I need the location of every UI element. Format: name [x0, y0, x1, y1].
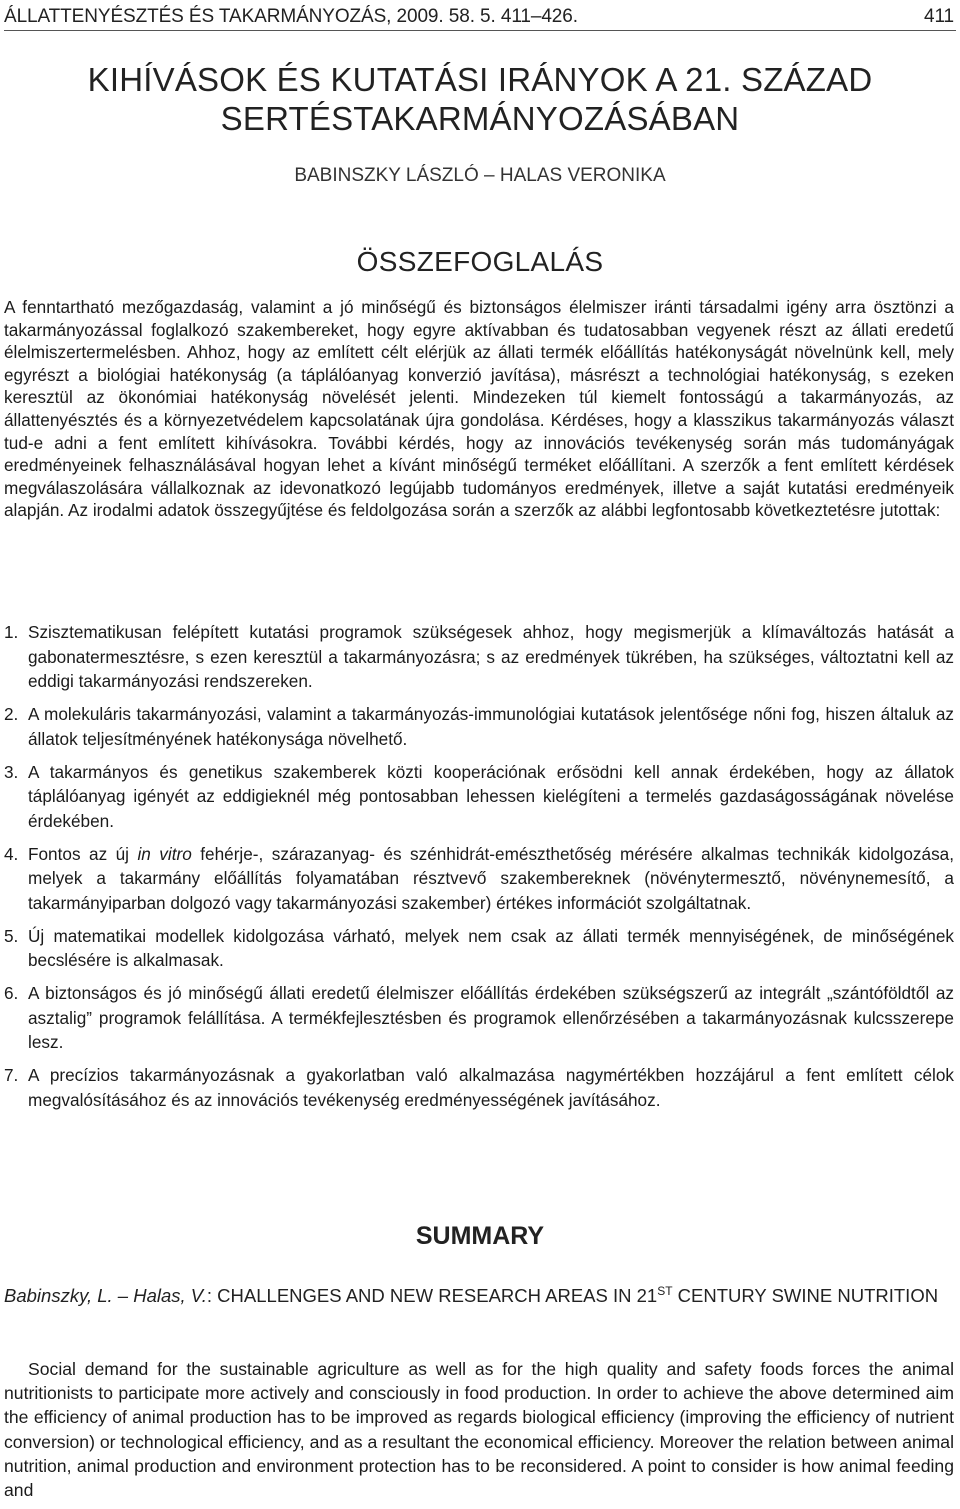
journal-citation: ÁLLATTENYÉSZTÉS ÉS TAKARMÁNYOZÁS, 2009. 58. 5. 411–426.: [4, 6, 578, 27]
list-item-number: 4.: [4, 843, 19, 864]
list-item-number: 6.: [4, 983, 19, 1003]
list-item-text-before: Fontos az új: [28, 843, 138, 864]
summary-title-sup: ST: [657, 1284, 673, 1298]
list-item-text: A biztonságos és jó minőségű állati eredetű élelmiszer előállítás érdekében szükségszerű az integrált „szántóföldtől az asztalig” programok felállítása. A termékfejlesztésben és programok ellenőrzésében a takarmányozásnak kulcsszerepe lesz.: [28, 983, 954, 1052]
running-header: [4, 6, 956, 31]
summary-heading: SUMMARY: [415, 1222, 545, 1250]
title-line-2: SERTÉSTAKARMÁNYOZÁSÁBAN: [220, 100, 740, 137]
summary-authors: Babinszky, L. – Halas, V.: [4, 1285, 207, 1306]
article-title: [0, 60, 960, 138]
page-number: 411: [924, 6, 954, 27]
list-item-text: A takarmányos és genetikus szakemberek közti kooperációnak erősödni kell annak érdekében, hogy az állatok táplálóanyag igényét az eddigieknél még pontosabban lehessen kielégíteni a termelés gazdaságosságának növelése érdekében.: [28, 761, 954, 831]
summary-paragraph: [4, 1357, 954, 1502]
list-item-number: 7.: [4, 1065, 19, 1085]
list-item-text: A precízios takarmányozásnak a gyakorlatban való alkalmazása nagymértékben hozzájárul a fent említett célok megvalósításához és az innovációs tevékenység eredményességének javításához.: [28, 1065, 954, 1110]
list-item-text: Szisztematikusan felépített kutatási programok szükségesek ahhoz, hogy megismerjük a klímaváltozás hatását a gabonatermesztésre, s ezen keresztül a takarmányozásra; s az eredmények tükrében, ha szükséges, változtatni kell az eddigi takarmányozási rendszereken.: [28, 622, 954, 691]
list-item: [4, 842, 954, 916]
list-item-text-after: fehérje-, szárazanyag- és szénhidrát-emészthetőség mérésére alkalmas technikák kidolgozása, melyek a takarmány előállítás folyamatában résztvevő szakembereknek (növénytermesztő, növénynemesítő, a takarmányiparban dolgozó vagy takarmányozási szakember) értékes információt szolgáltatnak.: [28, 843, 954, 913]
list-item: [4, 760, 954, 834]
authors: BABINSZKY LÁSZLÓ – HALAS VERONIKA: [294, 165, 666, 186]
list-item-text: A molekuláris takarmányozási, valamint a takarmányozás-immunológiai kutatások jelentősége nőni fog, hiszen általuk az állatok teljesítményének hatékonysága növelhető.: [28, 704, 954, 749]
list-item-text: Új matematikai modellek kidolgozása várható, melyek nem csak az állati termék mennyiségének, de minőségének becslésére is alkalmasak.: [28, 925, 954, 970]
conclusions-list: [4, 620, 954, 1121]
abstract-hu-text: [4, 296, 954, 522]
list-item: [4, 924, 954, 973]
list-item-number: 5.: [4, 925, 19, 946]
list-item: [4, 620, 954, 694]
summary-reference: [4, 1278, 954, 1309]
abstract-hu-paragraph: A fenntartható mezőgazdaság, valamint a jó minőségű és biztonságos élelmiszer iránti társadalmi igény arra ösztönzi a takarmányozással foglalkozó szakembereket, hogy egyre aktívabban és tudatosabban vegyenek részt az állati eredetű élelmiszertermelésben. Ahhoz, hogy az említett célt elérjük az állati termék előállítás hatékonyságát növelnünk kell, mely egyrészt a biológiai hatékonyság (a táplálóanyag konverzió javítása), másrészt a technológiai hatékonyság, s ezeken keresztül az ökonómiai hatékonyság növelését jelenti. Mindezeken túl kiemelt fontosságú a takarmányozás, az állattenyésztés és a környezetvédelem kapcsolatának újra gondolása. Kérdéses, hogy a klasszikus takarmányozás választ tud-e adni a fent említett kihívásokra. További kérdés, hogy az innovációs tevékenység során más tudományágak eredményeinek felhasználásával hogyan lehet a kívánt minőségű terméket előállítani. A szerzők a fent említett kérdések megválaszolására vállalkoznak az idevonatkozó legújabb tudományos eredmények, illetve a saját kutatási eredményeik alapján. Az irodalmi adatok összegyűjtése és feldolgozása során a szerzők az alábbi legfontosabb következtetésre jutottak:: [4, 297, 954, 521]
abstract-hu-heading: ÖSSZEFOGLALÁS: [356, 246, 604, 277]
list-item: [4, 702, 954, 751]
summary-title-part2: CENTURY SWINE NUTRITION: [672, 1285, 939, 1306]
list-item-number: 1.: [4, 622, 19, 642]
italic-term: in vitro: [137, 843, 192, 864]
list-item: [4, 1063, 954, 1112]
summary-text: [4, 1357, 954, 1502]
summary-paragraph-text: Social demand for the sustainable agriculture as well as for the high quality and safety foods forces the animal nutritionists to participate more actively and consciously in food production. In order to achieve the above determined aim the efficiency of animal production has to be improved as regards biological efficiency (improving the efficiency of nutrient conversion) or technological efficiency, and as a resultant the economical efficiency. Moreover the relation between animal nutrition, animal production and environment protection has to be reconsidered. A point to consider is how animal feeding and: [4, 1359, 954, 1501]
list-item-text: [28, 844, 954, 913]
list-item-number: 2.: [4, 704, 19, 724]
list-item: [4, 981, 954, 1055]
list-item-number: 3.: [4, 761, 19, 782]
summary-title-part1: : CHALLENGES AND NEW RESEARCH AREAS IN 21: [206, 1285, 658, 1306]
title-line-1: KIHÍVÁSOK ÉS KUTATÁSI IRÁNYOK A 21. SZÁZAD: [87, 61, 873, 98]
